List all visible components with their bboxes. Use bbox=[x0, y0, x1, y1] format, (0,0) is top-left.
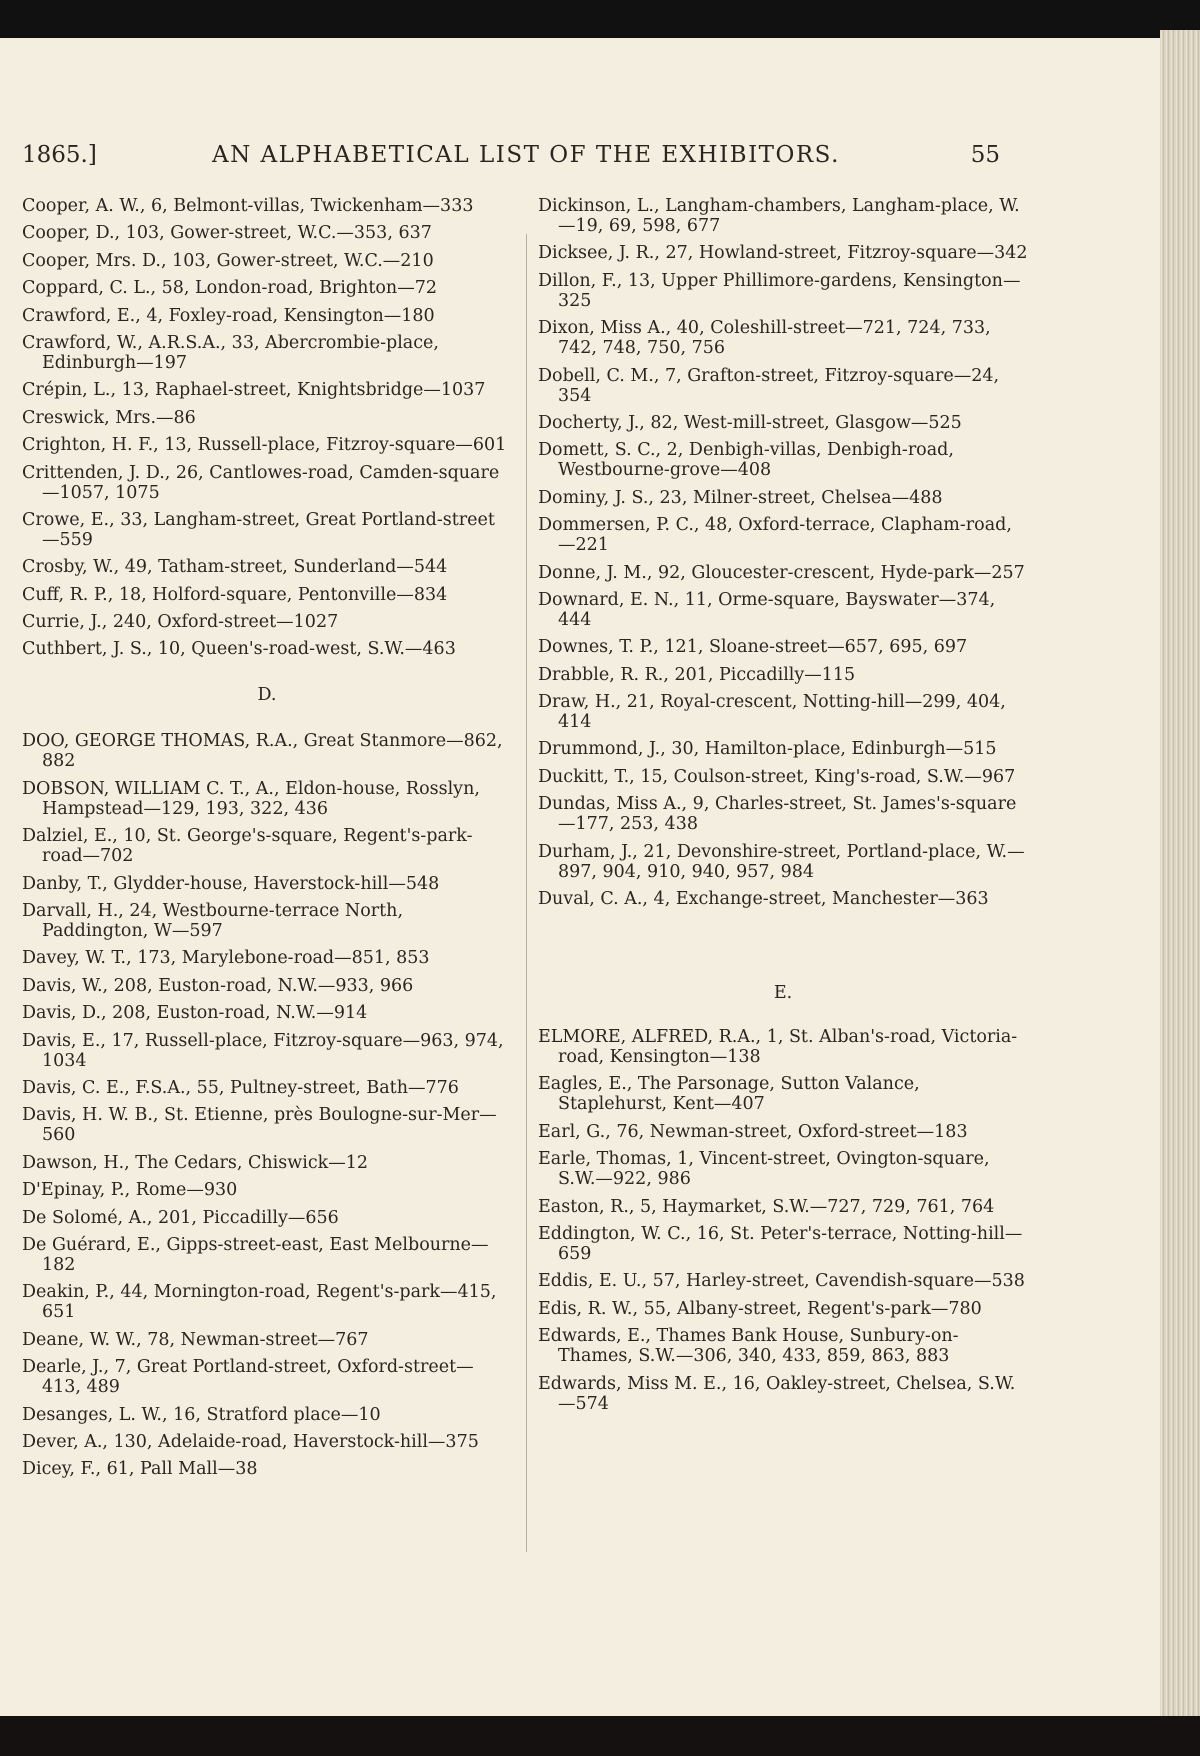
list-item: Durham, J., 21, Devonshire-street, Portland-place, W.—897, 904, 910, 940, 957, 984 bbox=[538, 841, 1025, 882]
list-item: Desanges, L. W., 16, Stratford place—10 bbox=[22, 1404, 381, 1425]
list-item: Dalziel, E., 10, St. George's-square, Regent's-park-road—702 bbox=[22, 826, 473, 867]
page-number: 55 bbox=[970, 142, 1000, 168]
list-item: Drummond, J., 30, Hamilton-place, Edinburgh—515 bbox=[538, 739, 997, 760]
list-e-entries bbox=[538, 1027, 1028, 1414]
list-item: Dommersen, P. C., 48, Oxford-terrace, Clapham-road, —221 bbox=[538, 515, 1012, 556]
list-item: Duval, C. A., 4, Exchange-street, Manchester—363 bbox=[538, 889, 989, 910]
list-item: Eddis, E. U., 57, Harley-street, Cavendish-square—538 bbox=[538, 1271, 1025, 1292]
list-item: Cooper, D., 103, Gower-street, W.C.—353, 637 bbox=[22, 223, 432, 244]
list-item: Davey, W. T., 173, Marylebone-road—851, 853 bbox=[22, 948, 430, 969]
section-heading-e: E. bbox=[773, 983, 793, 1004]
list-item: Crépin, L., 13, Raphael-street, Knightsbridge—1037 bbox=[22, 380, 486, 401]
list-item: Crittenden, J. D., 26, Cantlowes-road, Camden-square—1057, 1075 bbox=[22, 462, 500, 503]
list-d-entries bbox=[22, 731, 512, 1479]
list-item: Davis, D., 208, Euston-road, N.W.—914 bbox=[22, 1003, 368, 1024]
list-item: Dickinson, L., Langham-chambers, Langham-place, W.—19, 69, 598, 677 bbox=[538, 196, 1020, 236]
list-item: D'Epinay, P., Rome—930 bbox=[22, 1180, 238, 1201]
list-item: Dundas, Miss A., 9, Charles-street, St. James's-square—177, 253, 438 bbox=[538, 794, 1017, 835]
list-item: Edis, R. W., 55, Albany-street, Regent's-park—780 bbox=[538, 1298, 982, 1319]
scan-top-border bbox=[0, 0, 1200, 38]
list-item: Crighton, H. F., 13, Russell-place, Fitzroy-square—601 bbox=[22, 435, 507, 456]
list-item: Eddington, W. C., 16, St. Peter's-terrace, Notting-hill—659 bbox=[538, 1223, 1023, 1264]
section-heading-d: D. bbox=[257, 685, 277, 706]
list-item: Dominy, J. S., 23, Milner-street, Chelsea—488 bbox=[538, 487, 943, 508]
left-column bbox=[22, 196, 512, 1487]
list-item: Dever, A., 130, Adelaide-road, Haverstock-hill—375 bbox=[22, 1431, 479, 1452]
list-item: Draw, H., 21, Royal-crescent, Notting-hill—299, 404, 414 bbox=[538, 692, 1006, 733]
list-item: Earle, Thomas, 1, Vincent-street, Ovington-square, S.W.—922, 986 bbox=[538, 1149, 990, 1190]
list-item: Dixon, Miss A., 40, Coleshill-street—721, 724, 733, 742, 748, 750, 756 bbox=[538, 318, 991, 359]
list-item: Dicksee, J. R., 27, Howland-street, Fitzroy-square—342 bbox=[538, 243, 1028, 264]
list-item: Davis, E., 17, Russell-place, Fitzroy-square—963, 974, 1034 bbox=[22, 1030, 504, 1071]
page-edge-stack bbox=[1160, 30, 1200, 1730]
list-item: Dicey, F., 61, Pall Mall—38 bbox=[22, 1459, 258, 1480]
list-item: DOO, GEORGE THOMAS, R.A., Great Stanmore—862, 882 bbox=[22, 731, 503, 772]
list-item: Dobell, C. M., 7, Grafton-street, Fitzroy-square—24, 354 bbox=[538, 365, 1000, 406]
list-item: Crowe, E., 33, Langham-street, Great Portland-street—559 bbox=[22, 509, 495, 550]
list-c-entries bbox=[22, 196, 512, 659]
list-item: Deakin, P., 44, Mornington-road, Regent's-park—415, 651 bbox=[22, 1282, 497, 1323]
list-item: Danby, T., Glydder-house, Haverstock-hill—548 bbox=[22, 873, 440, 894]
list-item: Domett, S. C., 2, Denbigh-villas, Denbigh-road, Westbourne-grove—408 bbox=[538, 440, 954, 481]
list-item: Cooper, A. W., 6, Belmont-villas, Twickenham—333 bbox=[22, 196, 474, 216]
list-item: Darvall, H., 24, Westbourne-terrace North, Paddington, W—597 bbox=[22, 901, 404, 942]
page-header bbox=[22, 142, 1000, 182]
list-item: Docherty, J., 82, West-mill-street, Glasgow—525 bbox=[538, 412, 962, 433]
list-item: Drabble, R. R., 201, Piccadilly—115 bbox=[538, 664, 856, 685]
list-item: Easton, R., 5, Haymarket, S.W.—727, 729, 761, 764 bbox=[538, 1196, 995, 1217]
list-item: ELMORE, ALFRED, R.A., 1, St. Alban's-road, Victoria-road, Kensington—138 bbox=[538, 1027, 1018, 1068]
list-item: Earl, G., 76, Newman-street, Oxford-street—183 bbox=[538, 1121, 968, 1142]
list-item: Crosby, W., 49, Tatham-street, Sunderland—544 bbox=[22, 557, 448, 578]
list-item: Currie, J., 240, Oxford-street—1027 bbox=[22, 612, 339, 633]
list-item: De Solomé, A., 201, Piccadilly—656 bbox=[22, 1207, 339, 1228]
list-item: DOBSON, WILLIAM C. T., A., Eldon-house, Rosslyn, Hampstead—129, 193, 322, 436 bbox=[22, 778, 480, 819]
list-item: Davis, W., 208, Euston-road, N.W.—933, 966 bbox=[22, 975, 414, 996]
list-item: Davis, C. E., F.S.A., 55, Pultney-street, Bath—776 bbox=[22, 1077, 459, 1098]
list-item: Cuthbert, J. S., 10, Queen's-road-west, S.W.—463 bbox=[22, 639, 456, 660]
list-item: Dillon, F., 13, Upper Phillimore-gardens, Kensington—325 bbox=[538, 270, 1021, 311]
list-d-continued-entries bbox=[538, 196, 1028, 909]
book-page bbox=[0, 38, 1168, 1716]
list-item: Crawford, W., A.R.S.A., 33, Abercrombie-place, Edinburgh—197 bbox=[22, 332, 439, 373]
list-item: Eagles, E., The Parsonage, Sutton Valance, Staplehurst, Kent—407 bbox=[538, 1074, 920, 1115]
list-item: Donne, J. M., 92, Gloucester-crescent, Hyde-park—257 bbox=[538, 562, 1025, 583]
list-item: Dearle, J., 7, Great Portland-street, Oxford-street—413, 489 bbox=[22, 1357, 474, 1398]
list-item: Crawford, E., 4, Foxley-road, Kensington—180 bbox=[22, 305, 435, 326]
list-item: Davis, H. W. B., St. Etienne, près Boulogne-sur-Mer—560 bbox=[22, 1105, 497, 1146]
list-item: Coppard, C. L., 58, London-road, Brighton—72 bbox=[22, 278, 437, 299]
list-item: Creswick, Mrs.—86 bbox=[22, 407, 196, 428]
column-divider bbox=[526, 234, 527, 1552]
right-column bbox=[538, 196, 1028, 1421]
list-item: Edwards, Miss M. E., 16, Oakley-street, Chelsea, S.W.—574 bbox=[538, 1373, 1016, 1414]
list-item: Downes, T. P., 121, Sloane-street—657, 695, 697 bbox=[538, 637, 968, 658]
list-item: Cuff, R. P., 18, Holford-square, Pentonville—834 bbox=[22, 584, 448, 605]
list-item: Edwards, E., Thames Bank House, Sunbury-on-Thames, S.W.—306, 340, 433, 859, 863, 883 bbox=[538, 1326, 959, 1367]
list-item: Duckitt, T., 15, Coulson-street, King's-road, S.W.—967 bbox=[538, 766, 1016, 787]
page-title: AN ALPHABETICAL LIST OF THE EXHIBITORS. bbox=[212, 142, 840, 168]
scan-bottom-border bbox=[0, 1716, 1200, 1756]
list-item: Dawson, H., The Cedars, Chiswick—12 bbox=[22, 1152, 369, 1173]
header-year: 1865.] bbox=[22, 142, 97, 168]
list-item: Cooper, Mrs. D., 103, Gower-street, W.C.—210 bbox=[22, 250, 434, 271]
list-item: Deane, W. W., 78, Newman-street—767 bbox=[22, 1329, 369, 1350]
list-item: De Guérard, E., Gipps-street-east, East Melbourne—182 bbox=[22, 1234, 489, 1275]
list-item: Downard, E. N., 11, Orme-square, Bayswater—374, 444 bbox=[538, 589, 996, 630]
